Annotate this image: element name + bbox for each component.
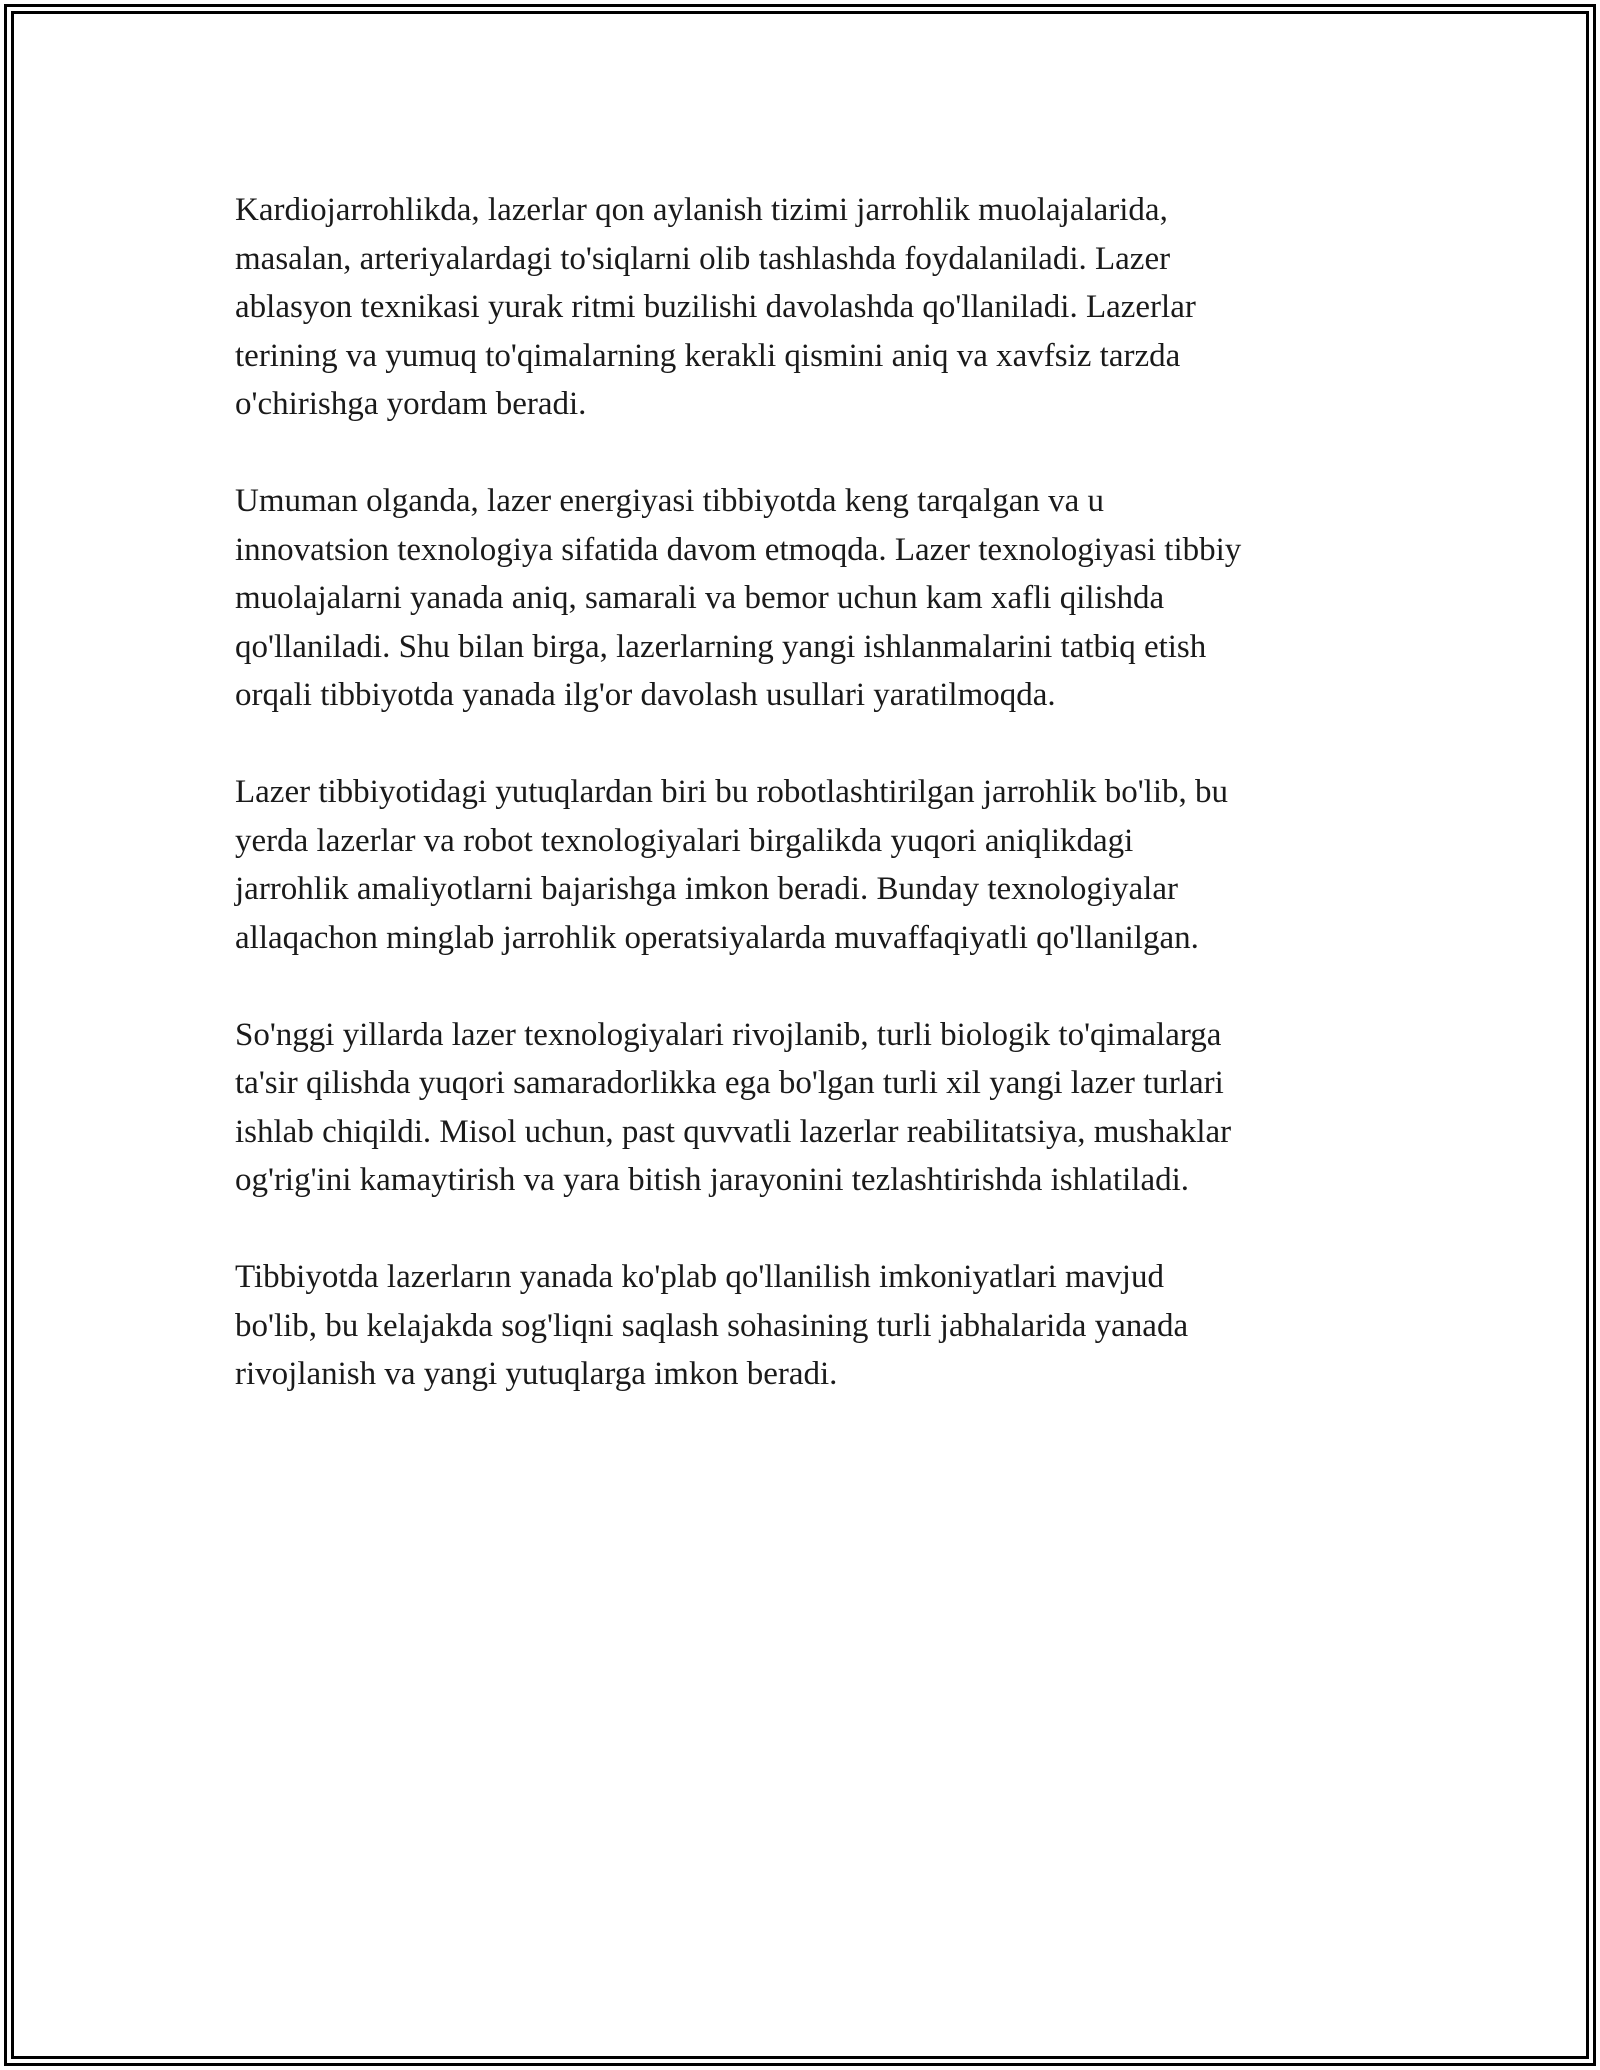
paragraph-line: Umuman olganda, lazer energiyasi tibbiyotda keng tarqalgan va u	[235, 483, 1105, 519]
paragraph-line: ishlab chiqildi. Misol uchun, past quvvatli lazerlar reabilitatsiya, mushaklar	[235, 1113, 1232, 1150]
paragraph-5	[235, 1253, 1385, 1399]
paragraph-line: yerda lazerlar va robot texnologiyalari birgalikda yuqori aniqlikdagi	[235, 822, 1134, 859]
paragraph-line: og'rig'ini kamaytirish va yara bitish jarayonini tezlashtirishda ishlatiladi.	[235, 1162, 1190, 1198]
paragraph-line: masalan, arteriyalardagi to'siqlarni olib tashlashda foydalaniladi. Lazer	[235, 240, 1171, 277]
paragraph-line: o'chirishga yordam beradi.	[235, 386, 587, 422]
paragraph-line: Tibbiyotda lazerların yanada ko'plab qo'llanilish imkoniyatlari mavjud	[235, 1259, 1164, 1295]
paragraph-1	[235, 186, 1385, 429]
paragraph-line: orqali tibbiyotda yanada ilg'or davolash usullari yaratilmoqda.	[235, 677, 1056, 713]
paragraph-line: ta'sir qilishda yuqori samaradorlikka ega bo'lgan turli xil yangi lazer turlari	[235, 1065, 1224, 1101]
paragraph-line: bo'lib, bu kelajakda sog'liqni saqlash sohasining turli jabhalarida yanada	[235, 1307, 1189, 1344]
paragraph-line: rivojlanish va yangi yutuqlarga imkon beradi.	[235, 1356, 838, 1392]
paragraph-line: Lazer tibbiyotidagi yutuqlardan biri bu robotlashtirilgan jarrohlik bo'lib, bu	[235, 774, 1228, 810]
paragraph-line: qo'llaniladi. Shu bilan birga, lazerlarning yangi ishlanmalarini tatbiq etish	[235, 628, 1207, 665]
paragraph-line: muolajalarni yanada aniq, samarali va bemor uchun kam xafli qilishda	[235, 580, 1165, 616]
paragraph-line: allaqachon minglab jarrohlik operatsiyalarda muvaffaqiyatli qo'llanilgan.	[235, 919, 1199, 956]
paragraph-line: ablasyon texnikasi yurak ritmi buzilishi davolashda qo'llaniladi. Lazerlar	[235, 289, 1196, 325]
document-body	[235, 186, 1385, 1447]
paragraph-4	[235, 1011, 1385, 1205]
paragraph-line: innovatsion texnologiya sifatida davom etmoqda. Lazer texnologiyasi tibbiy	[235, 531, 1242, 568]
paragraph-line: So'nggi yillarda lazer texnologiyalari rivojlanib, turli biologik to'qimalarga	[235, 1016, 1222, 1053]
paragraph-line: Kardiojarrohlikda, lazerlar qon aylanish tizimi jarrohlik muolajalarida,	[235, 192, 1168, 228]
paragraph-3	[235, 768, 1385, 962]
paragraph-line: jarrohlik amaliyotlarni bajarishga imkon beradi. Bunday texnologiyalar	[235, 871, 1178, 907]
paragraph-line: terining va yumuq to'qimalarning kerakli qismini aniq va xavfsiz tarzda	[235, 337, 1181, 374]
paragraph-2	[235, 477, 1385, 720]
